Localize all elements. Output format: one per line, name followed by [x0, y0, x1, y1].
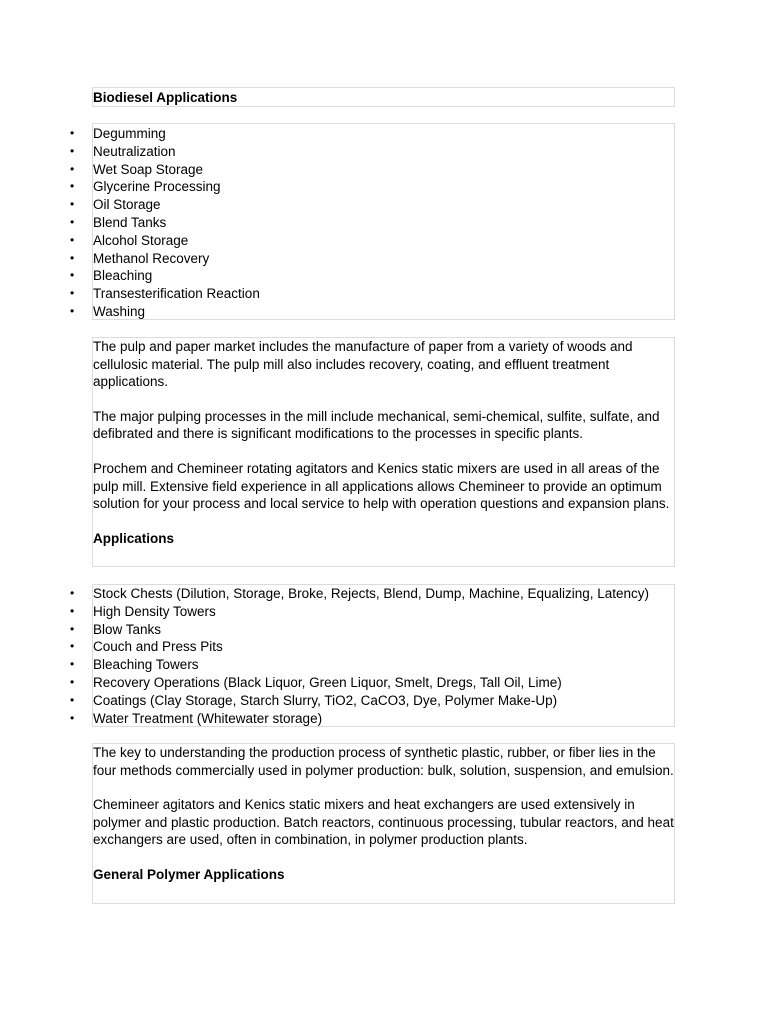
pulp-paragraph-1: The pulp and paper market includes the manufacture of paper from a variety of woods and cellulosic material. The pulp mill also includes recovery, coating, and effluent treatment applications. [93, 339, 633, 390]
list-item: • Bleaching Towers [93, 656, 674, 674]
list-item: • Neutralization [93, 143, 674, 161]
biodiesel-title-box [92, 87, 675, 107]
polymer-text-box [92, 743, 675, 904]
list-item: • Oil Storage [93, 196, 674, 214]
list-item: • Water Treatment (Whitewater storage) [93, 710, 674, 728]
polymer-applications-heading: General Polymer Applications [93, 866, 285, 882]
list-item: • Washing [93, 303, 674, 321]
pulp-paper-text-box [92, 337, 675, 567]
polymer-paragraph-1: The key to understanding the production process of synthetic plastic, rubber, or fiber lies in the four methods commercially used in polymer production: bulk, solution, suspension, and emulsion. [93, 745, 674, 778]
list-item: • Glycerine Processing [93, 178, 674, 196]
list-item: • Blend Tanks [93, 214, 674, 232]
polymer-paragraph-2: Chemineer agitators and Kenics static mixers and heat exchangers are used extensively in polymer and plastic production. Batch reactors, continuous processing, tubular reactors, and heat exchangers are used, often in combination, in polymer production plants. [93, 797, 674, 848]
biodiesel-list-box [92, 123, 675, 320]
pulp-paragraph-2: The major pulping processes in the mill include mechanical, semi-chemical, sulfite, sulfate, and defibrated and there is significant modifications to the processes in specific plants. [93, 408, 660, 442]
pulp-applications-list [93, 585, 674, 727]
list-item: • Degumming [93, 125, 674, 143]
biodiesel-applications-list [93, 124, 674, 321]
list-item: • Alcohol Storage [93, 232, 674, 250]
list-item: • Transesterification Reaction [93, 285, 674, 303]
list-item: • Recovery Operations (Black Liquor, Green Liquor, Smelt, Dregs, Tall Oil, Lime) [93, 674, 674, 692]
list-item: • Stock Chests (Dilution, Storage, Broke, Rejects, Blend, Dump, Machine, Equalizing, Latency) [93, 585, 674, 603]
list-item: • Wet Soap Storage [93, 161, 674, 179]
biodiesel-heading: Biodiesel Applications [93, 90, 238, 105]
pulp-applications-box [92, 584, 675, 727]
list-item: • Bleaching [93, 267, 674, 285]
list-item: • Methanol Recovery [93, 250, 674, 268]
list-item: • High Density Towers [93, 603, 674, 621]
pulp-paragraph-3: Prochem and Chemineer rotating agitators and Kenics static mixers are used in all areas of the pulp mill. Extensive field experience in all applications allows Chemineer to provide an optimum solution for your process and local service to help with operation questions and expansion plans. [93, 460, 670, 512]
list-item: • Blow Tanks [93, 621, 674, 639]
list-item: • Couch and Press Pits [93, 638, 674, 656]
pulp-applications-heading: Applications [93, 530, 175, 546]
list-item: • Coatings (Clay Storage, Starch Slurry, TiO2, CaCO3, Dye, Polymer Make-Up) [93, 692, 674, 710]
